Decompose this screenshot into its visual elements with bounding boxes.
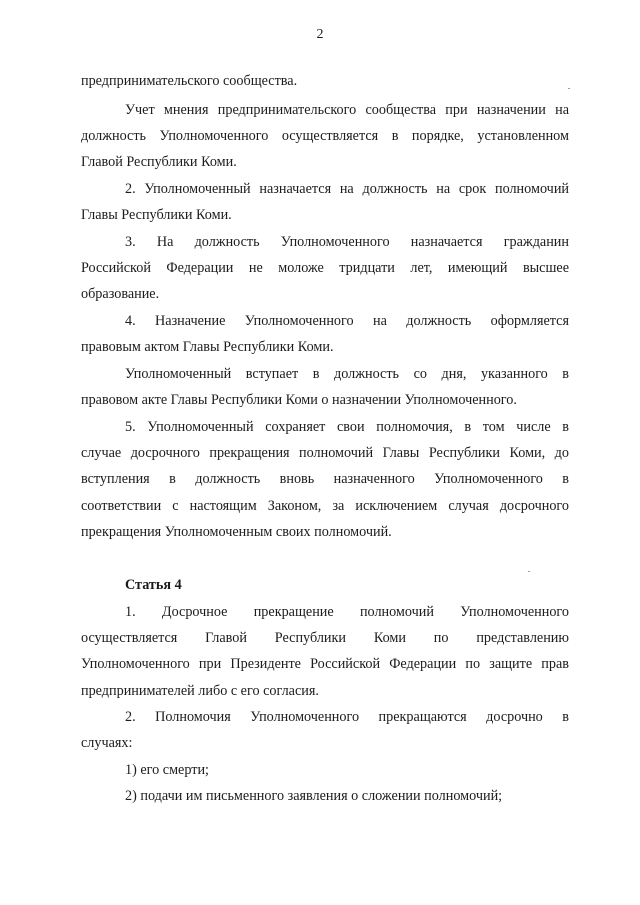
- text-line: Российской Федерации не моложе тридцати лет, имеющий высшее: [81, 260, 569, 276]
- text-line: образование.: [81, 286, 160, 302]
- text-line: соответствии с настоящим Законом, за исключением случая досрочного: [81, 498, 569, 514]
- text-line: предпринимателей либо с его согласия.: [81, 683, 319, 699]
- text-line: должность Уполномоченного осуществляется в порядке, установленном: [81, 128, 569, 144]
- text-line: предпринимательского сообщества.: [81, 73, 298, 89]
- text-line: прекращения Уполномоченным своих полномочий.: [81, 524, 392, 540]
- scan-speck: [568, 88, 570, 89]
- text-line: 2. Полномочия Уполномоченного прекращаются досрочно в: [125, 709, 569, 725]
- article-heading: Статья 4: [125, 577, 182, 593]
- text-line: 3. На должность Уполномоченного назначается гражданин: [125, 234, 569, 250]
- text-line: Учет мнения предпринимательского сообщества при назначении на: [125, 102, 569, 118]
- scan-speck: [528, 571, 530, 572]
- page-number: 2: [316, 27, 324, 42]
- text-line: случае досрочного прекращения полномочий Главы Республики Коми, до: [81, 445, 569, 461]
- text-line: случаях:: [81, 735, 133, 751]
- text-line: 2. Уполномоченный назначается на должность на срок полномочий: [125, 181, 569, 197]
- text-line: Главой Республики Коми.: [81, 154, 237, 170]
- text-line: 5. Уполномоченный сохраняет свои полномочия, в том числе в: [125, 419, 569, 435]
- text-line: осуществляется Главой Республики Коми по представлению: [81, 630, 569, 646]
- text-line: 1) его смерти;: [125, 762, 209, 778]
- text-line: 1. Досрочное прекращение полномочий Уполномоченного: [125, 604, 569, 620]
- text-line: Главы Республики Коми.: [81, 207, 232, 223]
- text-line: Уполномоченного при Президенте Российской Федерации по защите прав: [81, 656, 569, 672]
- text-line: правовым актом Главы Республики Коми.: [81, 339, 334, 355]
- text-line: правовом акте Главы Республики Коми о назначении Уполномоченного.: [81, 392, 517, 408]
- text-line: 4. Назначение Уполномоченного на должность оформляется: [125, 313, 569, 329]
- text-line: 2) подачи им письменного заявления о сложении полномочий;: [125, 788, 503, 804]
- text-line: вступления в должность вновь назначенного Уполномоченного в: [81, 471, 569, 487]
- text-line: Уполномоченный вступает в должность со дня, указанного в: [125, 366, 569, 382]
